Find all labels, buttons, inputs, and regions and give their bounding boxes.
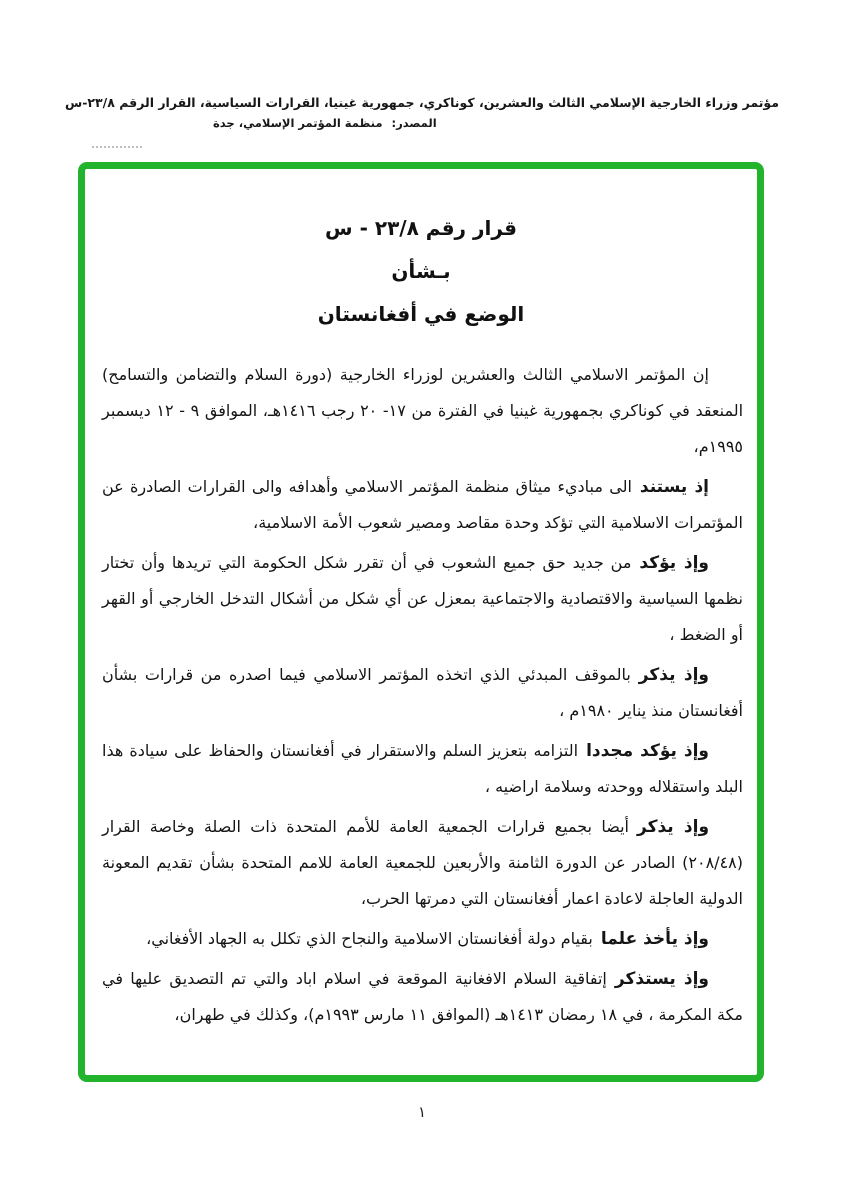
paragraph-lead: وإذ يأخذ علما [600,929,709,949]
source-value: منظمة المؤتمر الإسلامي، جدة [213,116,383,130]
paragraph-text: التزامه بتعزيز السلم والاستقرار في أفغانستان والحفاظ على سيادة هذا البلد واستقلاله ووحدته وسلامة اراضيه ، [102,741,743,796]
paragraph-lead: وإذ يستذكر [614,969,709,989]
paragraph-lead: إذ يستند [639,477,709,497]
paragraph-text: من جديد حق جميع الشعوب في أن تقرر شكل الحكومة التي تريدها وأن تختار نظمها السياسية والاقتصادية والاجتماعية بمعزل عن أي شكل من أشكال التدخل الخارجي أو القهر أو الضغط ، [102,553,743,644]
paragraph-clause [102,921,743,957]
paragraph-clause [102,961,743,1033]
paragraph-lead: وإذ يؤكد [639,553,709,573]
paragraph-text: إن المؤتمر الاسلامي الثالث والعشرين لوزراء الخارجية (دورة السلام والتضامن والتسامح) المنعقد في كوناكري بجمهورية غينيا في الفترة من ١٧- ٢٠ رجب ١٤١٦هـ، الموافق ٩ - ١٢ ديسمبر ١٩٩٥م، [102,365,744,456]
paragraph-text: الى مباديء ميثاق منظمة المؤتمر الاسلامي وأهدافه والى القرارات الصادرة عن المؤتمرات الاسلامية التي تؤكد وحدة مقاصد ومصير شعوب الأمة الاسلامية، [102,477,743,532]
resolution-title [85,207,757,336]
paragraph-clause [102,733,743,805]
scan-artifact-dots [92,146,142,148]
resolution-number: قرار رقم ٢٣/٨ - س [325,216,517,240]
resolution-body [102,357,743,1033]
paragraph-clause [102,657,743,729]
paragraph-text: أيضا بجميع قرارات الجمعية العامة للأمم المتحدة ذات الصلة وخاصة القرار (٢٠٨/٤٨) الصادر عن الدورة الثامنة والأربعين للجمعية العامة للامم المتحدة بشأن تقديم المعونة الدولية العاجلة لاعادة اعمار أفغانستان التي دمرتها الحرب، [102,817,743,908]
paragraph-lead: وإذ يذكر [637,817,710,837]
resolution-subject: الوضع في أفغانستان [317,302,525,326]
archive-citation: مؤتمر وزراء الخارجية الإسلامي الثالث والعشرين، كوناكري، جمهورية غينيا، القرارات السياسية، القرار الرقم ٢٣/٨-س [64,95,779,110]
paragraph-text: بقيام دولة أفغانستان الاسلامية والنجاح الذي تكلل به الجهاد الأفغاني، [146,929,593,948]
paragraph-lead: وإذ يذكر [638,665,709,685]
resolution-regarding: بـشأن [391,259,451,283]
source-label: المصدر: [391,116,437,130]
paragraph-text: إتفاقية السلام الافغانية الموقعة في اسلام اباد والتي تم التصديق عليها في مكة المكرمة ، في ١٨ رمضان ١٤١٣هـ (الموافق ١١ مارس ١٩٩٣م)، وكذلك في طهران، [102,969,743,1024]
paragraph-clause [102,809,743,917]
page-number: ١ [417,1103,427,1121]
archive-source [213,116,437,130]
paragraph-lead: وإذ يؤكد مجددا [586,741,709,761]
document-frame [78,162,764,1082]
paragraph-text: بالموقف المبدئي الذي اتخذه المؤتمر الاسلامي فيما اصدره من قرارات بشأن أفغانستان منذ يناير ١٩٨٠م ، [102,665,743,720]
paragraph-clause [102,469,743,541]
paragraph-preamble [102,357,743,465]
paragraph-clause [102,545,743,653]
